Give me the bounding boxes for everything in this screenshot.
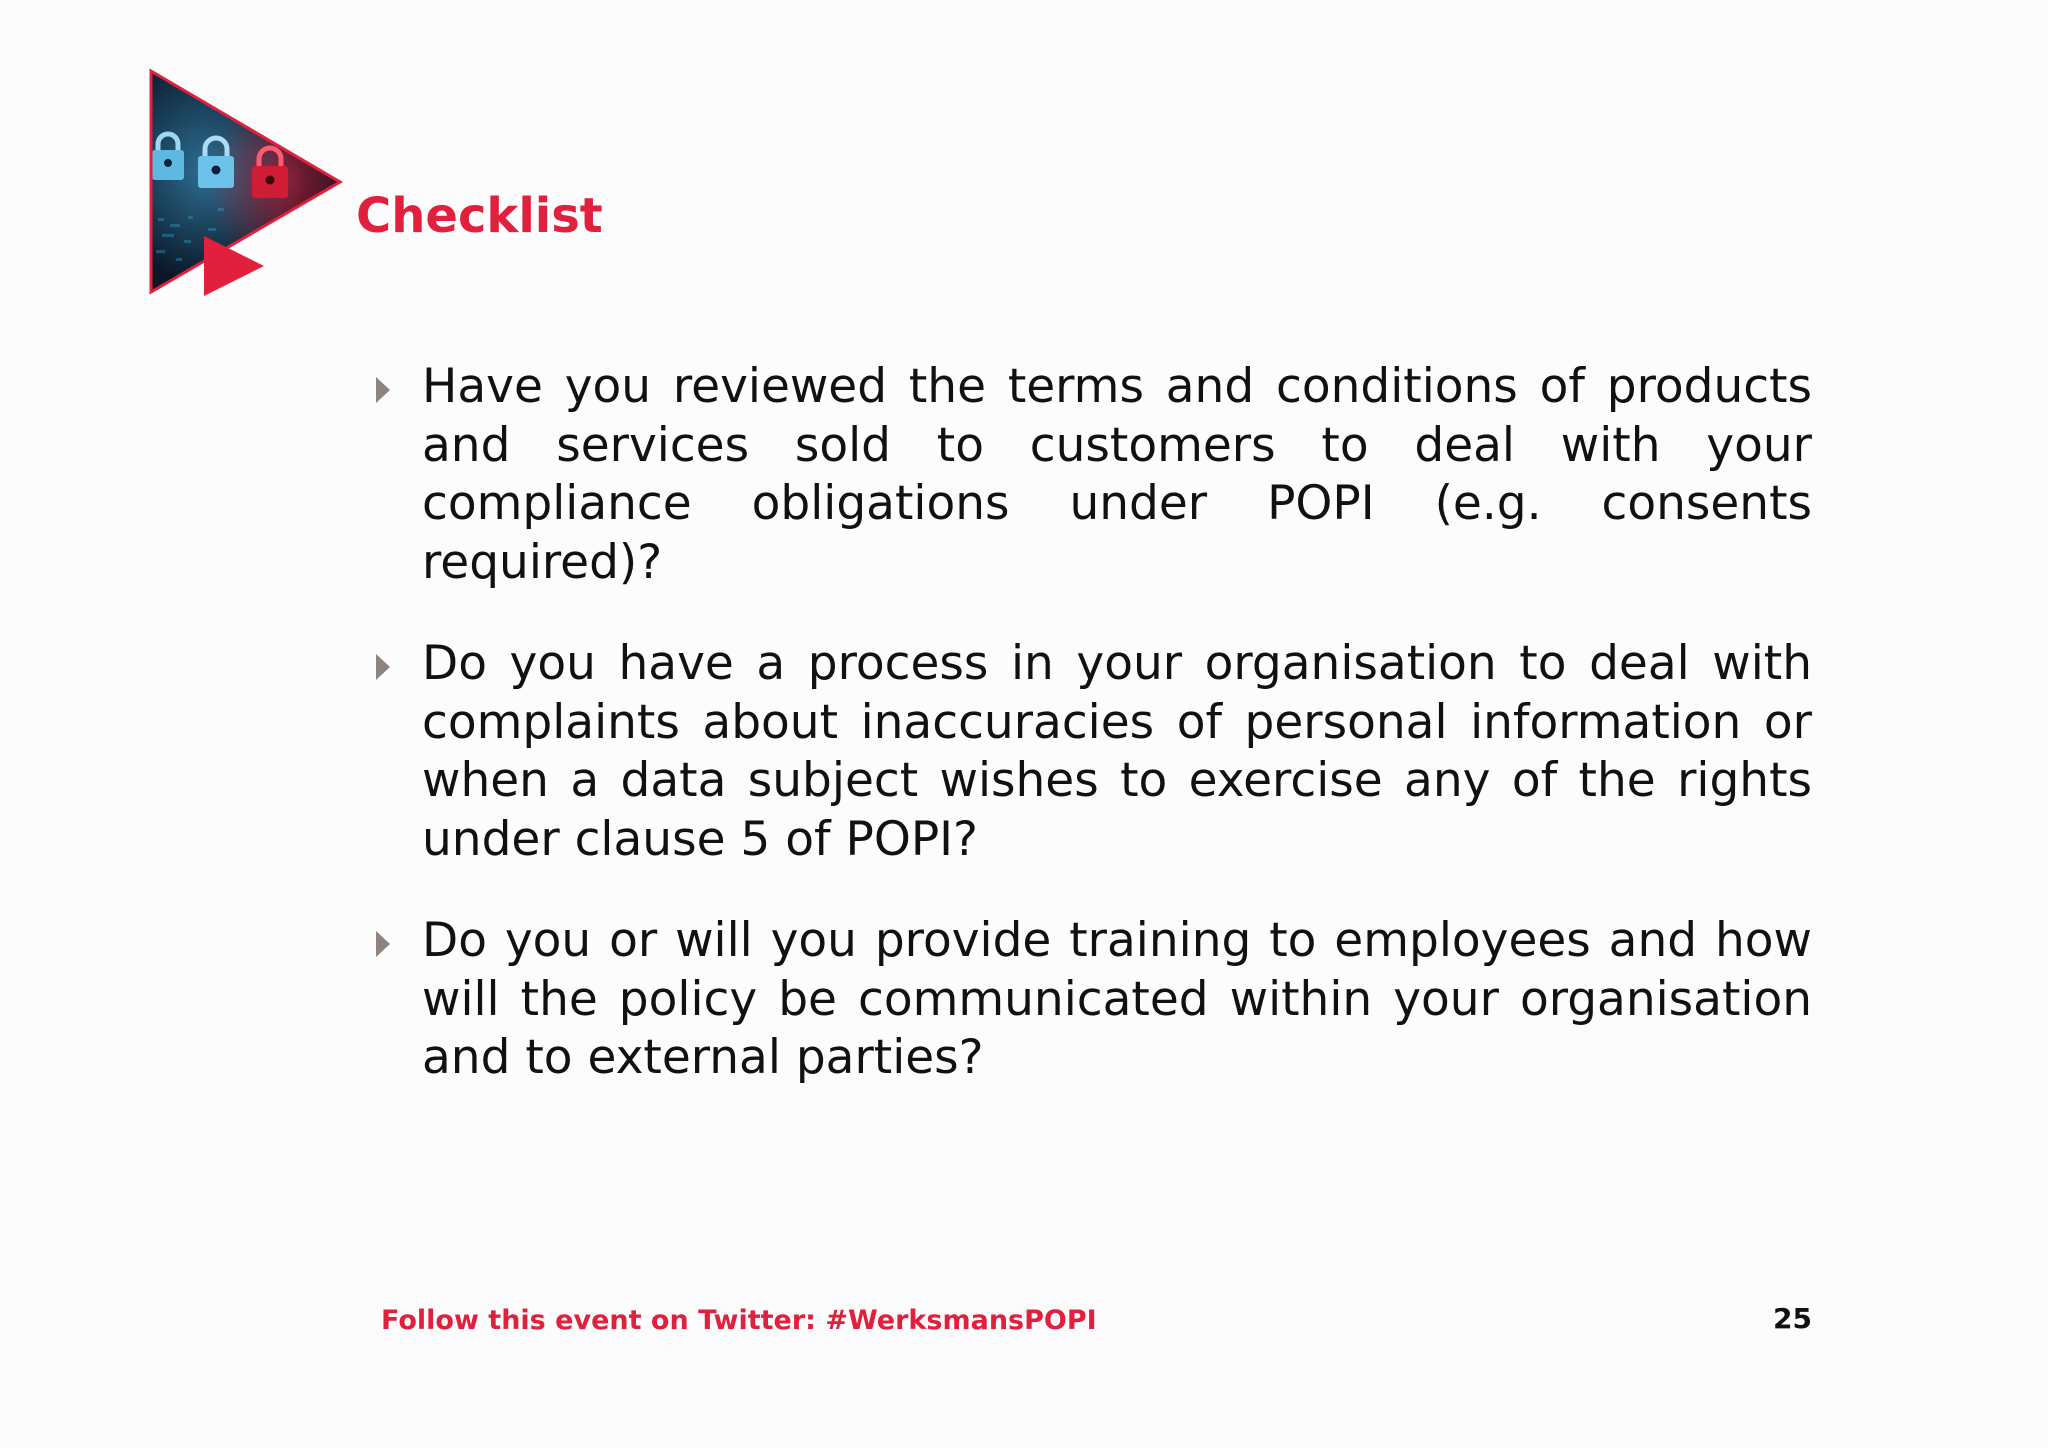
- bullet-text: Do you or will you provide training to employees and how will the policy be communicated within your organisation and to external parties?: [422, 913, 1812, 1085]
- footer-twitter-text: Follow this event on Twitter: #WerksmansPOPI: [381, 1305, 1097, 1336]
- bullet-text: Have you reviewed the terms and conditions of products and services sold to customers to deal with your compliance obligations under POPI (e.g. consents required)?: [422, 359, 1812, 590]
- padlock-triangle-logo: [148, 68, 344, 296]
- triangle-bullet-icon: [376, 377, 390, 403]
- bullet-text: Do you have a process in your organisation to deal with complaints about inaccuracies of personal information or when a data subject wishes to exercise any of the rights under clause 5 of POPI?: [422, 636, 1812, 867]
- list-item: [372, 635, 1812, 869]
- slide-title: Checklist: [356, 188, 603, 244]
- list-item: [372, 912, 1812, 1088]
- list-item: [372, 358, 1812, 592]
- checklist-bullets: [372, 358, 1812, 1131]
- triangle-bullet-icon: [376, 931, 390, 957]
- triangle-bullet-icon: [376, 654, 390, 680]
- page-number: 25: [1773, 1302, 1812, 1335]
